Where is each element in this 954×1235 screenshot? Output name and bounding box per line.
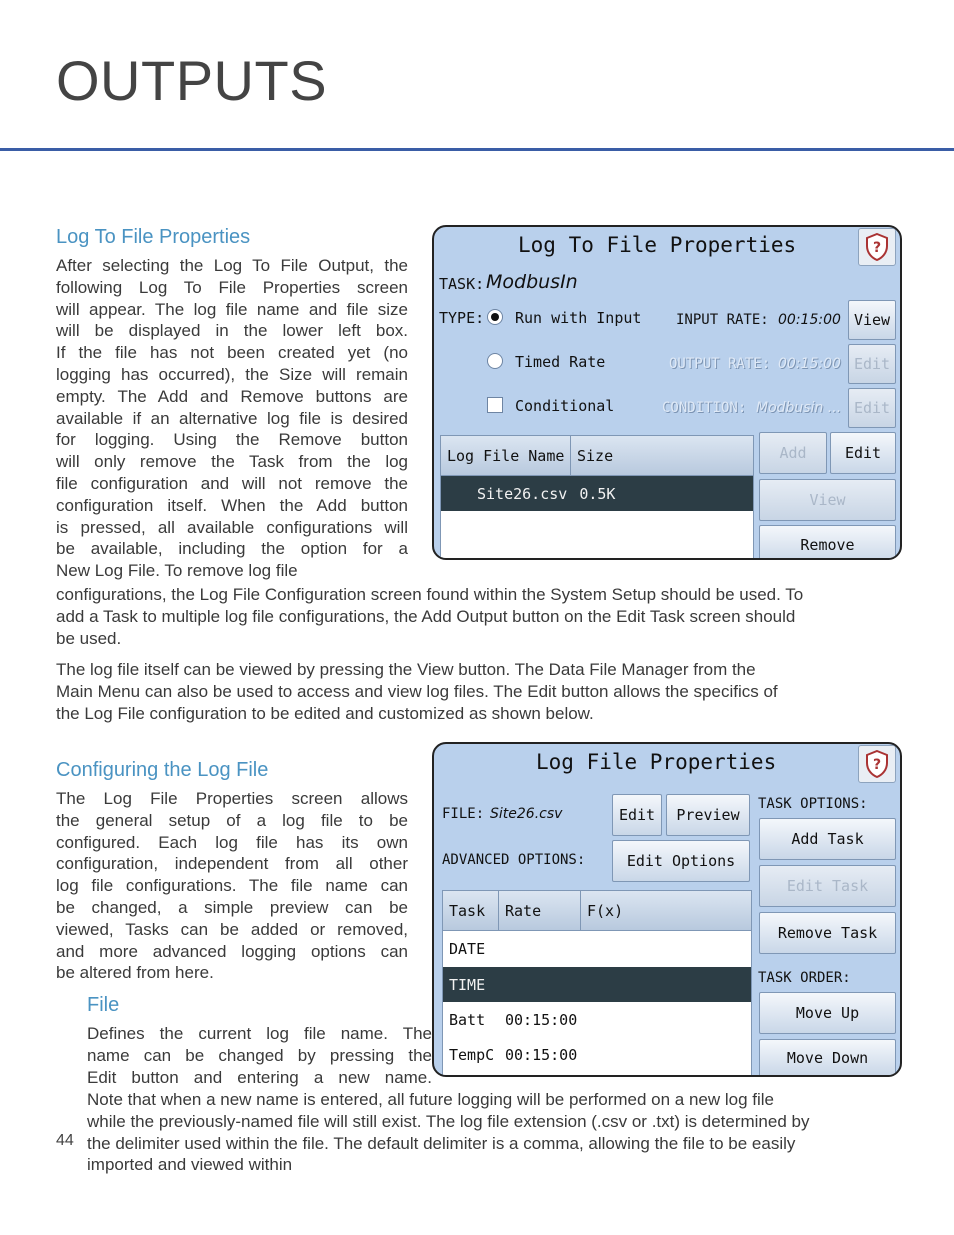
text-line: be altered from here. [56, 963, 214, 983]
table-row[interactable] [441, 476, 753, 511]
task-value: ModbusIn [486, 271, 578, 293]
text-line: empty. The Add and Remove buttons are [56, 386, 408, 406]
view-file-button[interactable]: View [759, 479, 896, 521]
move-down-button[interactable]: Move Down [759, 1039, 896, 1077]
file-label: FILE: [442, 806, 485, 822]
text-line: the Log File configuration to be edited and customized as shown below. [56, 703, 594, 723]
sub-heading-file: File [87, 994, 120, 1016]
list-header [441, 436, 753, 476]
text-line: configuration itself. When the Add button [56, 495, 408, 515]
log-to-file-properties-screen [432, 225, 902, 560]
text-line: configurations, the Log File Configuration screen found within the System Setup should be used. To [56, 585, 804, 604]
column-header-rate[interactable]: Rate [499, 891, 581, 930]
add-button[interactable]: Add [759, 432, 827, 474]
page-number: 44 [56, 1132, 74, 1149]
edit-condition-button[interactable]: Edit [848, 388, 896, 428]
text-line: The log file itself can be viewed by pressing the View button. The Data File Manager from the [56, 660, 756, 679]
text-line: The Log File Properties screen allows [56, 789, 408, 808]
log-file-properties-screen [432, 742, 902, 1077]
text-line: the delimiter used within the file. The default delimiter is a comma, allowing the file to be easily [87, 1133, 796, 1153]
column-header-fx[interactable]: F(x) [587, 901, 624, 920]
edit-task-button[interactable]: Edit Task [759, 865, 896, 907]
text-line: will only remove the Task from the log [56, 452, 408, 472]
screen-title: Log File Properties [536, 750, 777, 774]
radio-button-icon[interactable] [487, 353, 503, 369]
row-rate: 00:15:00 [505, 1045, 578, 1064]
svg-text:?: ? [872, 240, 882, 256]
text-line: add a Task to multiple log file configurations, the Add Output button on the Edit Task screen should [56, 606, 796, 626]
section-heading-log-to-file: Log To File Properties [56, 226, 251, 248]
table-row[interactable] [443, 1002, 751, 1037]
file-full-text [87, 1089, 899, 1176]
screen-title: Log To File Properties [518, 233, 797, 257]
text-line: and more advanced logging options can [56, 941, 408, 961]
text-line: New Log File. To remove log file [56, 561, 298, 581]
remove-button[interactable]: Remove [759, 525, 896, 560]
row-file-name: Site26.csv [477, 484, 568, 503]
list-header [443, 891, 751, 931]
text-line: Defines the current log file name. The [87, 1024, 432, 1043]
input-rate-label: INPUT RATE: [676, 312, 769, 328]
edit-file-button[interactable]: Edit [612, 794, 662, 836]
text-line: the general setup of a log file to be [56, 810, 408, 830]
remove-task-button[interactable]: Remove Task [759, 912, 896, 954]
output-rate-value: 00:15:00 [778, 356, 841, 372]
input-rate-value: 00:15:00 [778, 312, 841, 328]
row-task: DATE [449, 939, 486, 958]
text-line: Edit button and entering a new name. [87, 1067, 432, 1087]
text-line: imported and viewed within [87, 1155, 293, 1175]
row-rate: 00:15:00 [505, 1010, 578, 1029]
text-line: log file configurations. The file name can [56, 876, 408, 896]
text-line: be used. [56, 628, 122, 648]
column-header-size[interactable]: Size [577, 446, 614, 465]
column-header-task[interactable]: Task [443, 891, 499, 930]
row-task: Batt [449, 1010, 486, 1029]
title-rule [0, 148, 954, 151]
task-order-label: TASK ORDER: [758, 970, 851, 986]
text-line: for logging. Using the Remove button [56, 430, 408, 450]
help-shield-icon [865, 750, 889, 778]
add-task-button[interactable]: Add Task [759, 818, 896, 860]
text-line: available if an alternative log file is desired [56, 408, 408, 428]
output-rate-label: OUTPUT RATE: [669, 356, 771, 372]
edit-button[interactable]: Edit [830, 432, 896, 474]
section1-paragraph-2 [56, 659, 898, 724]
text-line: be available, including the option for a [56, 539, 408, 559]
file-side-text [87, 1023, 432, 1088]
section1-full-text [56, 584, 898, 649]
text-line: configuration, independent from all other [56, 854, 408, 874]
section1-side-text [56, 255, 408, 582]
advanced-options-label: ADVANCED OPTIONS: [442, 852, 586, 868]
option-conditional[interactable]: Conditional [515, 397, 615, 415]
condition-value: Modbusin ... [756, 400, 842, 416]
section-heading-configuring-log-file: Configuring the Log File [56, 759, 269, 781]
text-line: After selecting the Log To File Output, the [56, 256, 408, 275]
text-line: configured. Each log file has its own [56, 832, 408, 852]
help-shield-icon [865, 233, 889, 261]
option-timed-rate[interactable]: Timed Rate [515, 353, 606, 371]
column-header-log-file-name[interactable]: Log File Name [441, 436, 571, 475]
radio-button-icon[interactable] [487, 309, 503, 325]
table-row[interactable] [443, 931, 751, 966]
task-label: TASK: [439, 275, 485, 293]
row-file-size: 0.5K [579, 484, 616, 503]
condition-label: CONDITION: [662, 400, 747, 416]
text-line: viewed, Tasks can be added or removed, [56, 919, 408, 939]
preview-button[interactable]: Preview [666, 794, 750, 836]
svg-text:?: ? [872, 757, 882, 773]
table-row[interactable] [443, 967, 751, 1002]
task-options-label: TASK OPTIONS: [758, 796, 868, 812]
text-line: Note that when a new name is entered, all future logging will be performed on a new log file [87, 1090, 775, 1109]
text-line: following Log To File Properties screen [56, 277, 408, 297]
text-line: while the previously-named file will still exist. The log file extension (.csv or .txt) is determined by [87, 1111, 810, 1131]
checkbox-icon[interactable] [487, 397, 503, 413]
text-line: logging has occurred), the Size will remain [56, 364, 408, 384]
page-title: OUTPUTS [56, 49, 328, 112]
option-run-with-input[interactable]: Run with Input [515, 309, 642, 327]
help-button[interactable] [858, 745, 896, 783]
task-list [442, 890, 752, 1076]
type-label: TYPE: [439, 309, 485, 327]
move-up-button[interactable]: Move Up [759, 992, 896, 1034]
text-line: name can be changed by pressing the [87, 1045, 432, 1065]
file-value: Site26.csv [490, 806, 563, 822]
row-task: TempC [449, 1045, 495, 1064]
edit-output-rate-button[interactable]: Edit [848, 344, 896, 384]
row-task: TIME [449, 975, 486, 994]
text-line: is pressed, all available configurations will [56, 517, 408, 537]
text-line: be changed, a simple preview can be [56, 897, 408, 917]
table-row[interactable] [443, 1037, 751, 1072]
text-line: If the file has not been created yet (no [56, 343, 408, 363]
text-line: will be displayed in the lower left box. [56, 321, 408, 341]
section2-side-text [56, 788, 408, 984]
view-input-button[interactable]: View [848, 300, 896, 340]
log-file-list [440, 435, 754, 559]
text-line: Main Menu can also be used to access and view log files. The Edit button allows the specifics of [56, 681, 778, 701]
text-line: will appear. The log file name and file size [56, 299, 408, 319]
text-line: file configuration and will not remove the [56, 473, 408, 493]
help-button[interactable] [858, 228, 896, 266]
edit-options-button[interactable]: Edit Options [612, 840, 750, 882]
